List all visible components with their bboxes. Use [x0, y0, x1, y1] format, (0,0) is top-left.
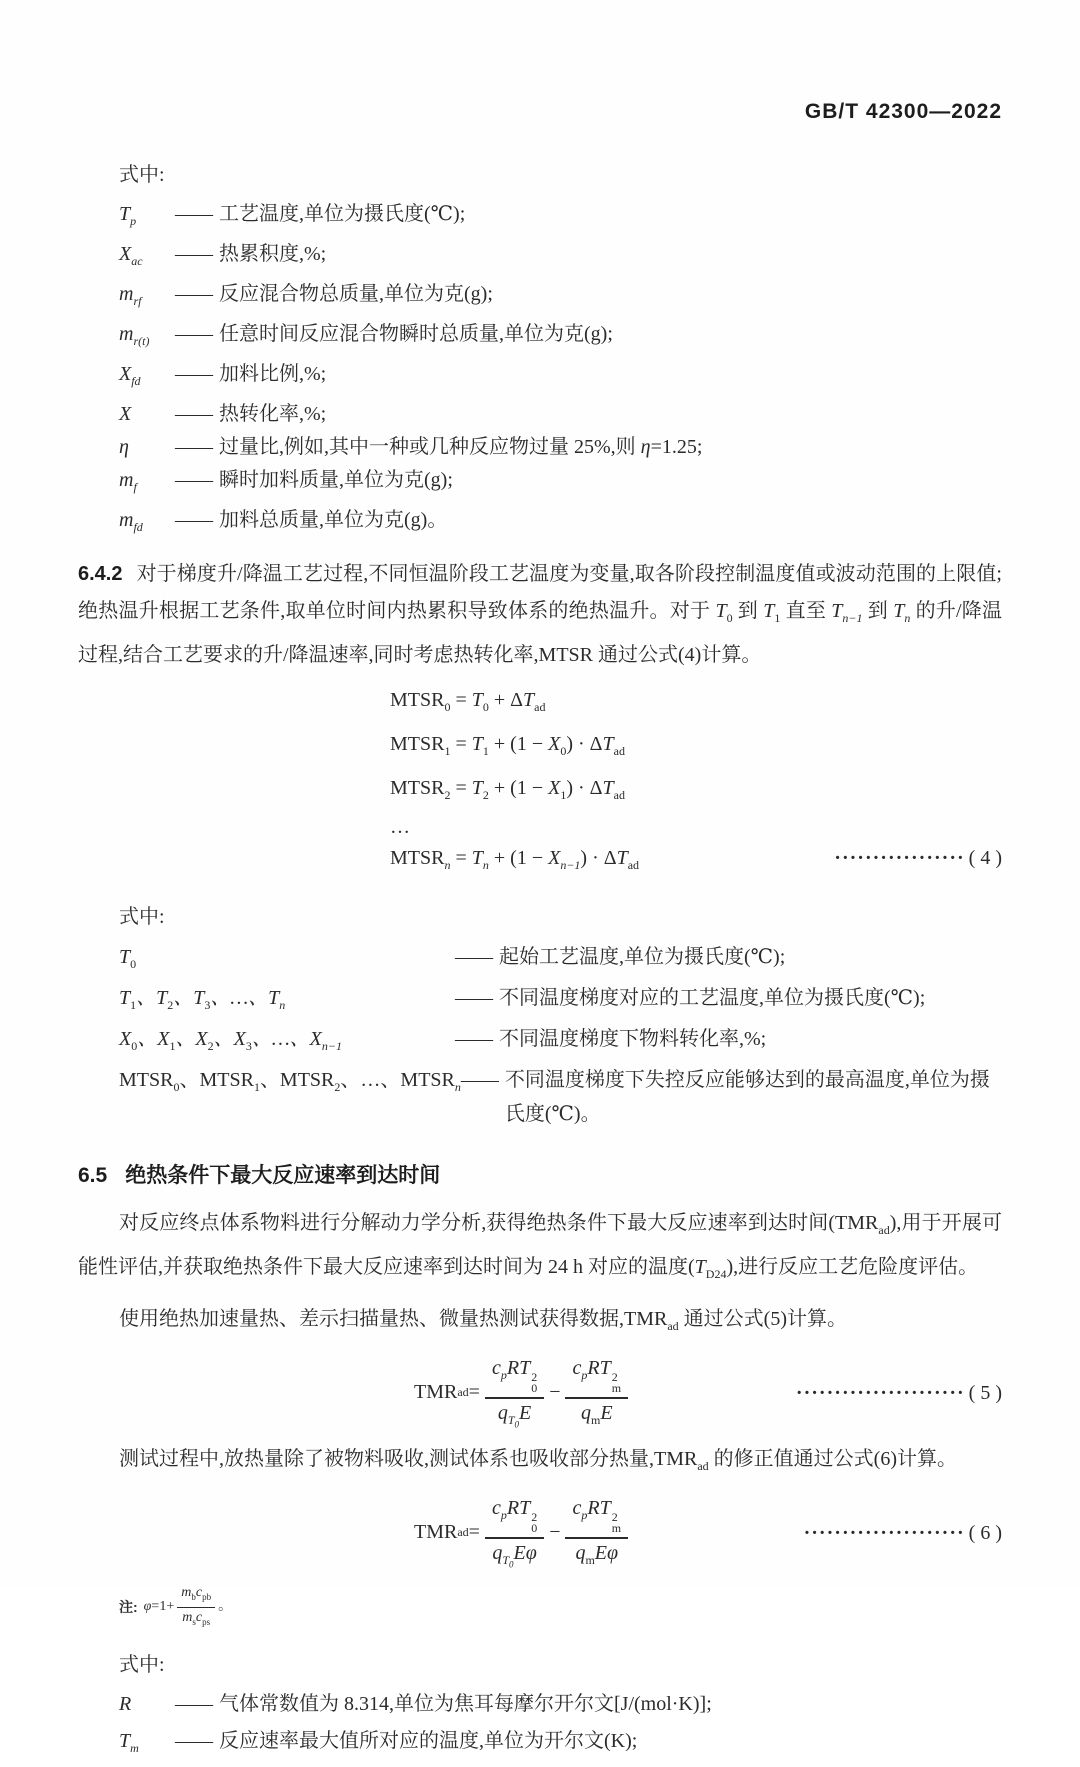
definition-dash: ——: [455, 1028, 491, 1050]
sub-sup-stack: 2 m: [611, 1370, 622, 1396]
dotted-leader: ······················: [795, 1381, 965, 1404]
symbol-row-x-series: [119, 1022, 1002, 1063]
symbol-row-t0: [119, 940, 1002, 981]
definition-dash: ——: [175, 509, 211, 531]
fraction: [177, 1585, 215, 1630]
symbol: $T_1$、$T_2$、$T_3$、…、$T_n$: [119, 987, 286, 1012]
symbol: X: [119, 403, 132, 425]
symbol-row-r: [119, 1686, 1002, 1723]
symbol: $m_{rf}$: [119, 283, 142, 308]
fraction: [565, 1357, 628, 1428]
formula-number-wrap: [796, 1382, 1002, 1405]
symbol: $T_p$: [119, 203, 137, 228]
fraction-denominator: $m_sc_{ps}$: [182, 1609, 211, 1627]
definition-text: 热转化率,%;: [219, 403, 327, 425]
symbol: $X_{fd}$: [119, 363, 141, 388]
fraction-numerator: $m_bc_{pb}$: [177, 1585, 215, 1608]
symbol: η: [119, 436, 129, 458]
formula-line-mtsr1: $MTSR_1 = T_1 + (1 - X_0) \cdot \Delta T_{ad}$: [390, 733, 625, 758]
definition-dash: ——: [175, 323, 211, 345]
dotted-leader: ·····················: [803, 1521, 965, 1544]
definition-text: 不同温度梯度下物料转化率,%;: [499, 1028, 767, 1050]
fraction-denominator: $q_{T_0}E$: [497, 1401, 532, 1430]
symbol-row-xfd: [119, 358, 1002, 398]
symbol-row-tp: [119, 198, 1002, 238]
formula-symbols-label-1: 式中:: [119, 164, 165, 186]
clause-6-4-2-paragraph: 6.4.2 对于梯度升/降温工艺过程,不同恒温阶段工艺温度为变量,取各阶段控制温度值或波动范围的上限值;绝热温升根据工艺条件,取单位时间内热累积导致体系的绝热温升。对于 $T_0$ 到 $T_1$ 直至 $T_{n-1}$ 到 $T_n$ 的升/降温过程,结合工艺要求的升/降温速率,同时考虑热转化率,MTSR 通过公式(4)计算。: [78, 563, 1003, 666]
definition-dash: ——: [455, 987, 491, 1009]
formula-symbols-label-2: 式中:: [119, 906, 165, 928]
paragraph-test-data: 使用绝热加速量热、差示扫描量热、微量热测试获得数据$,TMR_{ad}$ 通过公式(5)计算。: [119, 1308, 847, 1333]
definition-dash: ——: [455, 946, 491, 968]
definition-dash: ——: [175, 469, 211, 491]
symbol-definition-list-3: [119, 1686, 1002, 1767]
symbol: $m_f$: [119, 469, 137, 494]
definition-dash: ——: [175, 243, 211, 265]
formula-ellipsis: …: [390, 816, 410, 838]
definition-dash: ——: [175, 436, 211, 458]
symbol-row-mfd: [119, 504, 1002, 544]
symbol: $X_0$、$X_1$、$X_2$、$X_3$、…、$X_{n-1}$: [119, 1028, 342, 1053]
definition-text: 过量比,例如,其中一种或几种反应物过量 25%,则 η=1.25;: [219, 436, 703, 458]
formula-number: ( 4 ): [968, 847, 1002, 869]
formula-symbols-label-3: 式中:: [119, 1653, 165, 1676]
section-title: 绝热条件下最大反应速率到达时间: [125, 1164, 441, 1187]
definition-text: 气体常数值为 8.314,单位为焦耳每摩尔开尔文[J/(mol·K)];: [219, 1692, 712, 1715]
formula-number-wrap: [834, 840, 1002, 877]
paragraph-tmr-intro: 对反应终点体系物料进行分解动力学分析,获得绝热条件下最大反应速率到达时间$(TMR_{ad})$,用于开展可能性评估,并获取绝热条件下最大反应速率到达时间为 24 h 对应的温度$(T_{D24})$,进行反应工艺危险度评估。: [78, 1212, 1002, 1281]
standard-code: GB/T 42300—2022: [804, 100, 1002, 123]
symbol: $m_{r(t)}$: [119, 323, 150, 348]
formula-5-row: [78, 1355, 1002, 1431]
definition-text: 任意时间反应混合物瞬时总质量,单位为克(g);: [219, 323, 613, 345]
symbol-row-tm: [119, 1723, 1002, 1767]
fraction-denominator: $q_mE$: [580, 1402, 613, 1428]
definition-text: 反应混合物总质量,单位为克(g);: [219, 283, 493, 305]
definition-dash: ——: [175, 283, 211, 305]
note-phi-definition: 注: φ =1+ $\frac{m_bc_{pb}}{m_sc_{ps}}$ 。: [119, 1585, 1002, 1630]
formula-line-mtsr2: $MTSR_2 = T_2 + (1 - X_1) \cdot \Delta T_{ad}$: [390, 777, 625, 802]
formula-number: ( 5 ): [968, 1381, 1002, 1404]
fraction-numerator: $c_pRT$ 2 m: [565, 1497, 628, 1539]
clause-number: 6.4.2: [78, 563, 123, 585]
symbol: $X_{ac}$: [119, 243, 143, 268]
definition-dash: ——: [460, 1069, 497, 1091]
fraction-numerator: $c_pRT$ 2 0: [485, 1497, 544, 1539]
formula-expression: $MTSR_n = T_n + (1 - X_{n-1}) \cdot \Delta T_{ad}$: [390, 847, 640, 872]
definition-dash: ——: [175, 203, 211, 225]
symbol-row-mrf: [119, 278, 1002, 318]
fraction: [485, 1357, 544, 1429]
symbol-row-x: [119, 398, 1002, 431]
formula-6-row: [78, 1495, 1002, 1571]
symbol: R: [119, 1692, 132, 1715]
fraction: [485, 1497, 544, 1569]
fraction-numerator: $c_pRT$ 2 0: [485, 1357, 544, 1399]
symbol-row-mtsr-series: [119, 1063, 1002, 1131]
symbol: $m_{fd}$: [119, 509, 143, 534]
definition-text: 加料总质量,单位为克(g)。: [219, 509, 448, 531]
fraction-denominator: $q_{T_0}E\varphi$: [492, 1541, 537, 1570]
definition-text: 起始工艺温度,单位为摄氏度(℃);: [499, 946, 786, 968]
symbol: $T_0$: [119, 946, 137, 971]
sub-sup-stack: 2 m: [611, 1510, 622, 1536]
sub-sup-stack: 2 0: [531, 1369, 538, 1395]
symbol-definition-list-2: [119, 940, 1002, 1131]
fraction-numerator: $c_pRT$ 2 m: [565, 1357, 628, 1399]
definition-text: 反应速率最大值所对应的温度,单位为开尔文(K);: [219, 1729, 638, 1752]
symbol: $MTSR_0$、$MTSR_1$、$MTSR_2$、…、$MTSR_n$: [119, 1069, 461, 1094]
definition-dash: ——: [175, 1729, 211, 1752]
sub-sup-stack: 2 0: [531, 1509, 538, 1535]
definition-dash: ——: [175, 403, 211, 425]
definition-text: 不同温度梯度对应的工艺温度,单位为摄氏度(℃);: [499, 987, 926, 1009]
symbol-row-eta: [119, 431, 1002, 464]
definition-dash: ——: [175, 363, 211, 385]
symbol-row-xac: [119, 238, 1002, 278]
formula-line-mtsrn: [390, 840, 1002, 884]
symbol: $T_m$: [119, 1729, 139, 1755]
fraction-denominator: $q_mE\varphi$: [575, 1542, 619, 1568]
definition-text: 加料比例,%;: [219, 363, 327, 385]
definition-text: 瞬时加料质量,单位为克(g);: [219, 469, 453, 491]
formula-6-expression: TMR ad = $c_pRT$ 2 0 $q_{T_0}E\varphi$ − $c_pRT$ 2 m $q_mE\varphi$: [414, 1497, 633, 1569]
formula-line-mtsr0: $MTSR_0 = T_0 + \Delta T_{ad}$: [390, 689, 546, 714]
formula-number-wrap: [804, 1522, 1002, 1545]
symbol-row-mrt: [119, 318, 1002, 358]
symbol-row-mf: [119, 464, 1002, 504]
section-number: 6.5: [78, 1164, 108, 1187]
definition-dash: ——: [175, 1692, 211, 1715]
symbol-row-t-series: [119, 981, 1002, 1022]
dotted-leader: ·················: [834, 847, 965, 869]
formula-number: ( 6 ): [968, 1521, 1002, 1544]
section-heading-6-5: [78, 1159, 1002, 1189]
paragraph-correction: 测试过程中,放热量除了被物料吸收,测试体系也吸收部分热量$,TMR_{ad}$ 的修正值通过公式(6)计算。: [119, 1448, 957, 1473]
fraction: [565, 1497, 628, 1568]
definition-text: 不同温度梯度下失控反应能够达到的最高温度,单位为摄氏度(℃)。: [504, 1069, 990, 1125]
note-label: 注:: [119, 1599, 138, 1616]
symbol-definition-list-1: [119, 198, 1002, 544]
formula-5-expression: TMR ad = $c_pRT$ 2 0 $q_{T_0}E$ − $c_pRT$ 2 m $q_mE$: [414, 1357, 633, 1429]
definition-text: 工艺温度,单位为摄氏度(℃);: [219, 203, 466, 225]
definition-text: 热累积度,%;: [219, 243, 327, 265]
formula-4-block: [390, 682, 1002, 884]
